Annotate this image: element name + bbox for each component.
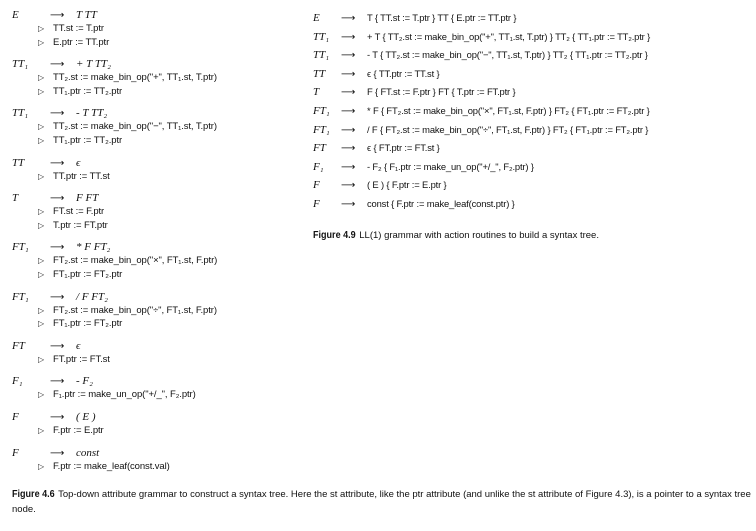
triangle-bullet-icon: ▷	[38, 256, 45, 266]
semantic-action	[12, 353, 312, 367]
production-rule	[12, 240, 312, 254]
semantic-action	[12, 120, 312, 134]
derives-arrow-icon: ⟶	[341, 180, 356, 192]
rule-lhs: FT₁	[313, 123, 330, 136]
production	[12, 374, 312, 402]
semantic-action	[12, 317, 312, 331]
action-text: FT₁.ptr := FT₂.ptr	[53, 268, 123, 280]
figure-4-9-caption	[313, 229, 753, 241]
triangle-bullet-icon: ▷	[38, 319, 45, 329]
triangle-bullet-icon: ▷	[38, 354, 45, 364]
action-text: T.ptr := FT.ptr	[53, 219, 108, 231]
action-text: F₁.ptr := make_un_op("+/_", F₂.ptr)	[53, 389, 196, 401]
derives-arrow-icon: ⟶	[50, 108, 65, 120]
figure-4-9-caption-text: LL(1) grammar with action routines to build a syntax tree.	[359, 230, 599, 241]
rule-rhs: ( E )	[76, 410, 96, 423]
derives-arrow-icon: ⟶	[50, 411, 65, 423]
semantic-action	[12, 304, 312, 318]
rule-rhs: + T TT₂	[76, 58, 111, 71]
semantic-action	[12, 424, 312, 438]
rule-rhs-with-actions: + T { TT₂.st := make_bin_op("+", TT₁.st, T.ptr) } TT₂ { TT₁.ptr := TT₂.ptr }	[367, 30, 651, 42]
triangle-bullet-icon: ▷	[38, 461, 45, 471]
triangle-bullet-icon: ▷	[38, 37, 45, 47]
rule-lhs: F	[313, 197, 320, 210]
rule-lhs: E	[12, 9, 19, 21]
production-rule	[12, 410, 312, 424]
production	[12, 410, 312, 438]
rule-rhs-with-actions: / F { FT₂.st := make_bin_op("÷", FT₁.st, F.ptr) } FT₂ { FT₁.ptr := FT₂.ptr }	[367, 123, 649, 135]
rule-lhs: TT₁	[313, 49, 330, 62]
rule-lhs: F₁	[12, 375, 23, 388]
triangle-bullet-icon: ▷	[38, 171, 45, 181]
rule-rhs: / F FT₂	[76, 290, 108, 303]
ll1-rule	[313, 83, 753, 102]
production	[12, 446, 312, 474]
triangle-bullet-icon: ▷	[38, 24, 45, 33]
derives-arrow-icon: ⟶	[50, 340, 65, 352]
rule-rhs: F FT	[76, 192, 99, 205]
semantic-action	[12, 170, 312, 184]
rule-rhs: T TT	[76, 9, 97, 21]
rule-rhs: - F₂	[76, 375, 93, 388]
ll1-rule	[313, 176, 753, 195]
rule-lhs: F	[12, 410, 19, 423]
derives-arrow-icon: ⟶	[50, 447, 65, 459]
derives-arrow-icon: ⟶	[341, 87, 356, 99]
derives-arrow-icon: ⟶	[50, 376, 65, 388]
rule-lhs: FT₁	[313, 104, 330, 117]
action-text: F.ptr := E.ptr	[53, 424, 104, 436]
rule-lhs: TT	[313, 67, 326, 80]
derives-arrow-icon: ⟶	[341, 13, 356, 24]
figure-4-6-label: Figure 4.6	[12, 488, 55, 500]
rule-lhs: FT	[12, 339, 25, 352]
rule-lhs: TT₁	[12, 58, 29, 71]
rule-lhs: F₁	[313, 160, 324, 173]
triangle-bullet-icon: ▷	[38, 305, 45, 315]
derives-arrow-icon: ⟶	[341, 31, 356, 43]
action-text: TT₁.ptr := TT₂.ptr	[53, 134, 123, 146]
rule-rhs-with-actions: ϵ { TT.ptr := TT.st }	[367, 67, 440, 79]
ll1-rule	[313, 28, 753, 47]
derives-arrow-icon: ⟶	[341, 68, 356, 80]
production	[12, 57, 312, 98]
rule-rhs: ϵ	[76, 339, 81, 352]
rule-lhs: TT₁	[12, 107, 29, 120]
derives-arrow-icon: ⟶	[50, 291, 65, 303]
rule-lhs: F	[12, 446, 19, 459]
action-text: FT₁.ptr := FT₂.ptr	[53, 318, 123, 330]
action-text: TT₂.st := make_bin_op("−", TT₁.st, T.ptr)	[53, 121, 217, 133]
figure-4-9-label: Figure 4.9	[313, 229, 356, 241]
figure-4-6-caption-text: Top-down attribute grammar to construct a syntax tree. Here the st attribute, like the ptr attribute (and unlike the st attribute of Figure 4.3), is a pointer to a syntax tree node.	[12, 489, 751, 515]
ll1-rule	[313, 46, 753, 65]
rule-lhs: FT	[313, 142, 326, 155]
semantic-action	[12, 134, 312, 148]
production-rule	[12, 106, 312, 120]
rule-lhs: T	[12, 192, 19, 205]
action-text: TT.ptr := TT.st	[53, 170, 110, 182]
semantic-action	[12, 22, 312, 36]
rule-rhs: - T TT₂	[76, 107, 108, 120]
production-rule	[12, 191, 312, 205]
attribute-grammar-figure-4-6	[12, 8, 312, 481]
action-text: FT₂.st := make_bin_op("÷", FT₁.st, F.ptr)	[53, 304, 217, 316]
action-text: FT.st := F.ptr	[53, 206, 105, 218]
ll1-grammar-figure-4-9	[313, 9, 753, 214]
rule-lhs: TT₁	[313, 30, 330, 43]
rule-rhs: const	[76, 446, 100, 459]
production-rule	[12, 446, 312, 460]
rule-rhs-with-actions: - F₂ { F₁.ptr := make_un_op("+/_", F₂.ptr) }	[367, 160, 534, 172]
production	[12, 191, 312, 232]
ll1-rule	[313, 121, 753, 140]
semantic-action	[12, 85, 312, 99]
semantic-action	[12, 36, 312, 50]
action-text: E.ptr := TT.ptr	[53, 36, 110, 48]
rule-lhs: TT	[12, 156, 25, 169]
rule-lhs: E	[313, 12, 320, 24]
production	[12, 290, 312, 331]
semantic-action	[12, 268, 312, 282]
rule-rhs-with-actions: * F { FT₂.st := make_bin_op("×", FT₁.st, F.ptr) } FT₂ { FT₁.ptr := FT₂.ptr }	[367, 104, 650, 116]
rule-lhs: FT₁	[12, 290, 29, 303]
production	[12, 156, 312, 184]
derives-arrow-icon: ⟶	[50, 10, 65, 21]
production	[12, 8, 312, 49]
production	[12, 106, 312, 147]
action-text: FT₂.st := make_bin_op("×", FT₁.st, F.ptr)	[53, 255, 218, 267]
semantic-action	[12, 460, 312, 474]
action-text: TT.st := T.ptr	[53, 23, 104, 34]
derives-arrow-icon: ⟶	[50, 157, 65, 169]
ll1-rule	[313, 158, 753, 177]
semantic-action	[12, 219, 312, 233]
production-rule	[12, 290, 312, 304]
derives-arrow-icon: ⟶	[341, 143, 356, 155]
rule-rhs-with-actions: ϵ { FT.ptr := FT.st }	[367, 142, 440, 154]
semantic-action	[12, 71, 312, 85]
derives-arrow-icon: ⟶	[341, 161, 356, 173]
derives-arrow-icon: ⟶	[341, 124, 356, 136]
triangle-bullet-icon: ▷	[38, 122, 45, 132]
semantic-action	[12, 388, 312, 402]
semantic-action	[12, 254, 312, 268]
rule-rhs-with-actions: ( E ) { F.ptr := E.ptr }	[367, 179, 447, 191]
triangle-bullet-icon: ▷	[38, 220, 45, 230]
derives-arrow-icon: ⟶	[50, 193, 65, 205]
production-rule	[12, 156, 312, 170]
ll1-rule	[313, 102, 753, 121]
rule-rhs: ϵ	[76, 156, 81, 169]
production-rule	[12, 57, 312, 71]
rule-rhs-with-actions: F { FT.st := F.ptr } FT { T.ptr := FT.ptr }	[367, 86, 516, 98]
derives-arrow-icon: ⟶	[341, 105, 356, 117]
triangle-bullet-icon: ▷	[38, 269, 45, 279]
figure-4-6-caption	[12, 487, 752, 517]
action-text: FT.ptr := FT.st	[53, 353, 110, 365]
triangle-bullet-icon: ▷	[38, 425, 45, 435]
rule-rhs: * F FT₂	[76, 241, 111, 254]
semantic-action	[12, 205, 312, 219]
production	[12, 240, 312, 281]
rule-lhs: F	[313, 179, 320, 192]
rule-rhs-with-actions: - T { TT₂.st := make_bin_op("−", TT₁.st, T.ptr) } TT₂ { TT₁.ptr := TT₂.ptr }	[367, 49, 648, 61]
action-text: F.ptr := make_leaf(const.val)	[53, 460, 170, 472]
production	[12, 339, 312, 367]
production-rule	[12, 339, 312, 353]
triangle-bullet-icon: ▷	[38, 73, 45, 83]
ll1-rule	[313, 139, 753, 158]
triangle-bullet-icon: ▷	[38, 86, 45, 96]
ll1-rule	[313, 195, 753, 214]
rule-lhs: T	[313, 86, 320, 99]
triangle-bullet-icon: ▷	[38, 390, 45, 400]
rule-lhs: FT₁	[12, 241, 29, 254]
production-rule	[12, 8, 312, 22]
derives-arrow-icon: ⟶	[50, 242, 65, 254]
derives-arrow-icon: ⟶	[341, 50, 356, 62]
derives-arrow-icon: ⟶	[341, 198, 356, 210]
rule-rhs-with-actions: const { F.ptr := make_leaf(const.ptr) }	[367, 197, 515, 209]
triangle-bullet-icon: ▷	[38, 207, 45, 217]
action-text: TT₂.st := make_bin_op("+", TT₁.st, T.ptr)	[53, 72, 217, 84]
triangle-bullet-icon: ▷	[38, 135, 45, 145]
production-rule	[12, 374, 312, 388]
derives-arrow-icon: ⟶	[50, 59, 65, 71]
ll1-rule	[313, 9, 753, 28]
action-text: TT₁.ptr := TT₂.ptr	[53, 85, 123, 97]
ll1-rule	[313, 65, 753, 84]
rule-rhs-with-actions: T { TT.st := T.ptr } TT { E.ptr := TT.ptr }	[367, 12, 517, 23]
